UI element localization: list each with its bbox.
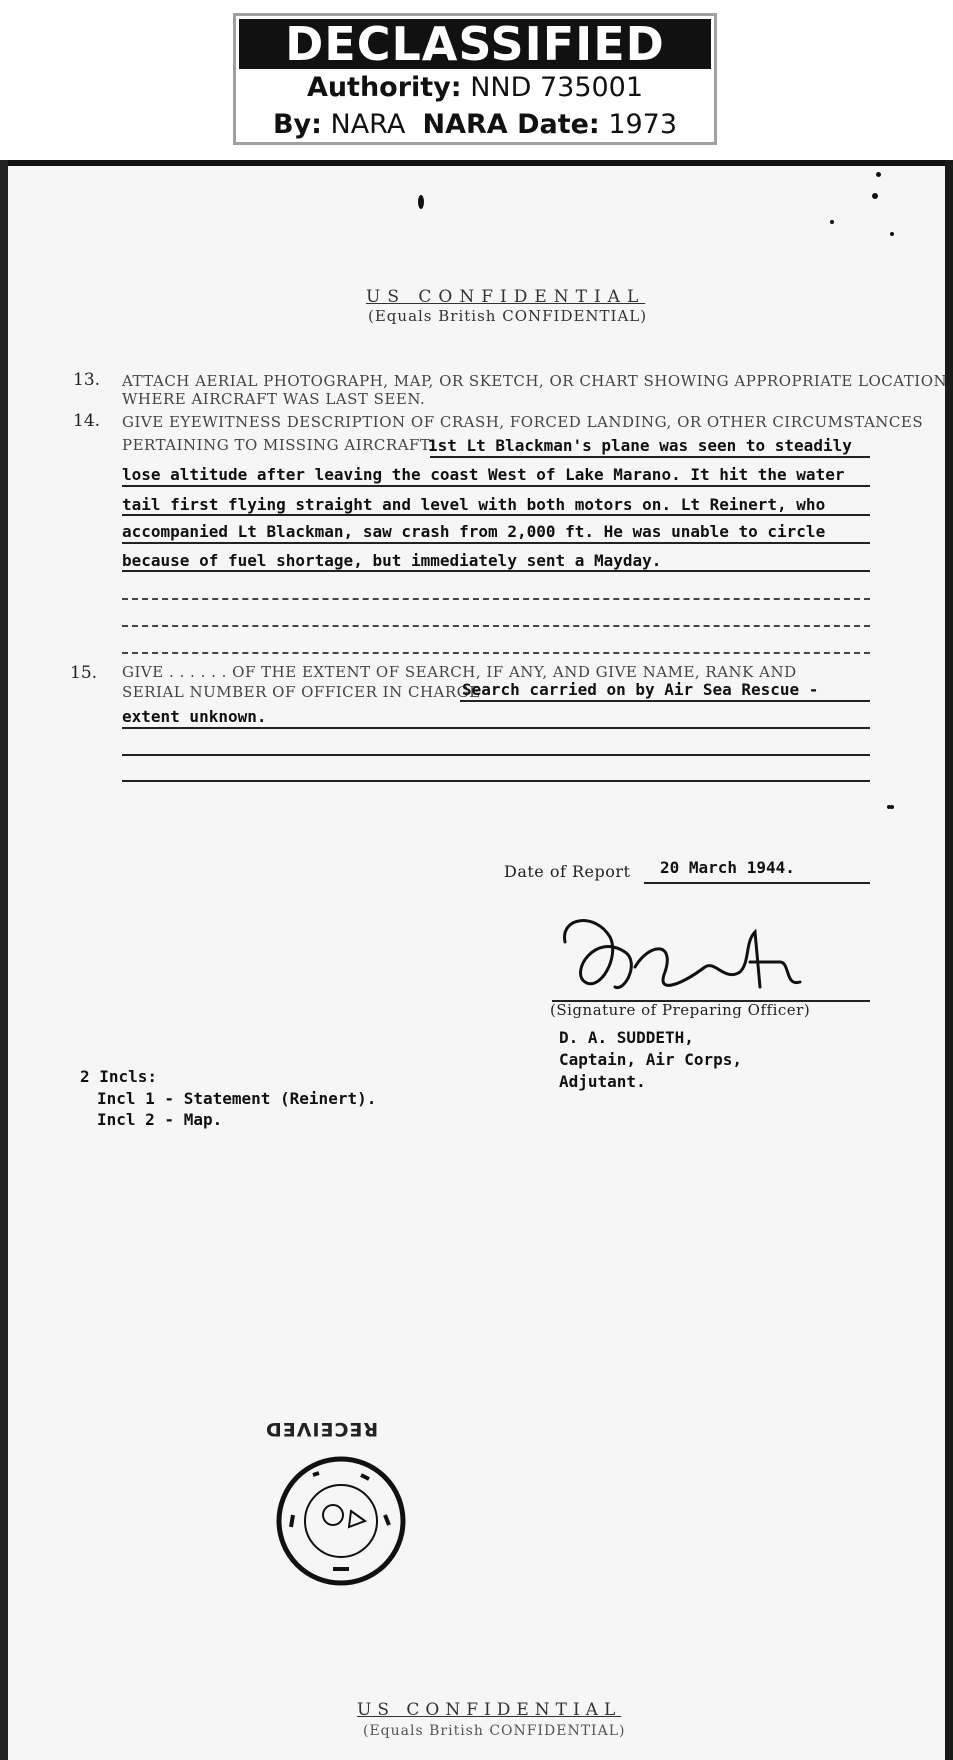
page-edge-left bbox=[0, 160, 8, 1760]
item14-answer-line: accompanied Lt Blackman, saw crash from 2,000 ft. He was unable to circle bbox=[122, 522, 826, 541]
report-date-label: Date of Report bbox=[504, 862, 631, 881]
item15-answer-line: extent unknown. bbox=[122, 707, 267, 726]
nara-date-value: 1973 bbox=[608, 109, 678, 140]
page-classification-equivalence: (Equals British CONFIDENTIAL) bbox=[368, 307, 648, 325]
authority-value: NND 735001 bbox=[470, 72, 644, 103]
officer-name: D. A. SUDDETH, bbox=[559, 1028, 694, 1047]
nara-date-label: NARA Date: bbox=[422, 109, 600, 140]
answer-rule bbox=[122, 514, 870, 516]
item14-number: 14. bbox=[73, 411, 101, 431]
answer-rule bbox=[122, 570, 870, 572]
inclosure-item: Incl 2 - Map. bbox=[97, 1110, 223, 1129]
blank-rule bbox=[122, 652, 870, 654]
declassified-banner bbox=[233, 13, 717, 145]
item14-answer-line: tail first flying straight and level with both motors on. Lt Reinert, who bbox=[122, 495, 826, 514]
report-date-rule bbox=[644, 882, 870, 884]
item14-answer-line: lose altitude after leaving the coast West of Lake Marano. It hit the water bbox=[122, 465, 845, 484]
inclosures-count: 2 Incls: bbox=[80, 1067, 158, 1086]
banner-authority bbox=[236, 69, 714, 106]
blank-rule bbox=[122, 625, 870, 627]
received-stamp-label: RECEIVED bbox=[265, 1418, 379, 1440]
page-classification: US CONFIDENTIAL bbox=[366, 287, 646, 307]
report-date-value: 20 March 1944. bbox=[660, 858, 795, 877]
item15-answer-line: Search carried on by Air Sea Rescue - bbox=[462, 680, 819, 699]
item14-line2-prefix: PERTAINING TO MISSING AIRCRAFT: bbox=[122, 436, 436, 454]
banner-title: DECLASSIFIED bbox=[239, 19, 711, 69]
item15-line1: GIVE . . . . . . OF THE EXTENT OF SEARCH, IF ANY, AND GIVE NAME, RANK AND bbox=[122, 663, 797, 681]
answer-rule bbox=[122, 485, 870, 487]
item14-answer-line: 1st Lt Blackman's plane was seen to steadily bbox=[428, 436, 852, 455]
officer-rank: Captain, Air Corps, bbox=[559, 1050, 743, 1069]
scan-speck bbox=[830, 220, 834, 224]
inclosure-item: Incl 1 - Statement (Reinert). bbox=[97, 1089, 377, 1108]
footer-classification-equivalence: (Equals British CONFIDENTIAL) bbox=[363, 1723, 626, 1739]
footer-classification: US CONFIDENTIAL bbox=[357, 1700, 622, 1720]
received-stamp bbox=[273, 1455, 409, 1587]
scan-speck bbox=[890, 805, 894, 809]
signature-caption: (Signature of Preparing Officer) bbox=[550, 1001, 811, 1019]
scan-speck bbox=[418, 195, 424, 209]
item15-number: 15. bbox=[70, 663, 98, 683]
item13-number: 13. bbox=[73, 370, 101, 390]
blank-rule bbox=[122, 780, 870, 782]
authority-label: Authority: bbox=[306, 72, 462, 103]
blank-rule bbox=[122, 754, 870, 756]
officer-title: Adjutant. bbox=[559, 1072, 646, 1091]
item14-line1: GIVE EYEWITNESS DESCRIPTION OF CRASH, FORCED LANDING, OR OTHER CIRCUMSTANCES bbox=[122, 413, 924, 431]
answer-rule bbox=[460, 700, 870, 702]
item13-line2: WHERE AIRCRAFT WAS LAST SEEN. bbox=[122, 390, 426, 408]
item13-line1: ATTACH AERIAL PHOTOGRAPH, MAP, OR SKETCH, OR CHART SHOWING APPROPRIATE LOCATION bbox=[122, 372, 948, 390]
item14-answer-line: because of fuel shortage, but immediately sent a Mayday. bbox=[122, 551, 662, 570]
by-value: NARA bbox=[330, 109, 406, 140]
answer-rule bbox=[122, 542, 870, 544]
item15-line2-prefix: SERIAL NUMBER OF OFFICER IN CHARGE bbox=[122, 683, 481, 701]
scan-speck bbox=[876, 172, 881, 177]
blank-rule bbox=[122, 598, 870, 600]
page-edge-right bbox=[945, 160, 953, 1760]
answer-rule bbox=[430, 456, 870, 458]
answer-rule bbox=[122, 727, 870, 729]
scan-speck bbox=[890, 232, 894, 236]
banner-by-date bbox=[236, 106, 714, 143]
scan-speck bbox=[872, 193, 878, 199]
by-label: By: bbox=[272, 109, 322, 140]
handwritten-signature bbox=[555, 912, 815, 1007]
